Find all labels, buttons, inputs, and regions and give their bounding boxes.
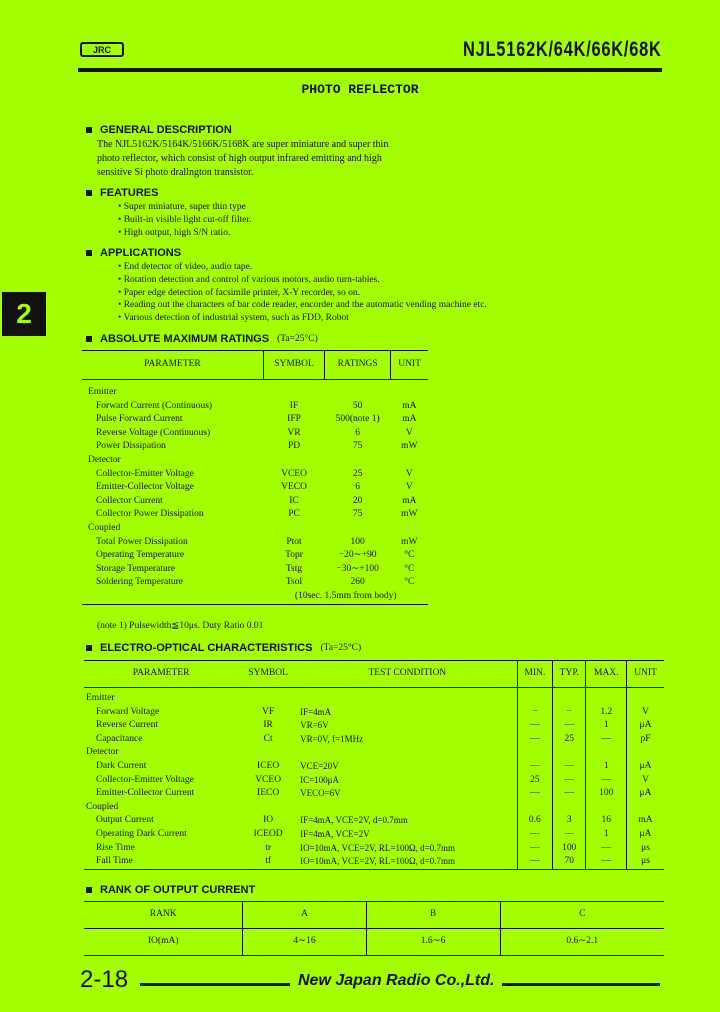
table-cell: Operating Temperature [96, 550, 185, 561]
table-row [84, 719, 664, 733]
table-cell: Tstg [285, 563, 303, 574]
table-cell: Ptot [286, 536, 302, 547]
table-cell: Output Current [96, 815, 154, 826]
table-cell: PD [287, 441, 301, 452]
column-header: PARAMETER [84, 661, 238, 688]
table-row [82, 549, 428, 563]
amr-heading-text: ABSOLUTE MAXIMUM RATINGS [100, 333, 270, 345]
table-cell: — [553, 719, 586, 733]
table-cell: IF [289, 400, 299, 411]
table-cell: mW [401, 509, 418, 520]
table-cell: Soldering Temperature [96, 577, 184, 588]
table-cell: — [517, 787, 553, 801]
table-cell: — [553, 828, 586, 842]
rank-value-cell: 1.6∼6 [366, 929, 500, 956]
table-cell: Pulse Forward Current [96, 414, 183, 425]
feature-item: • High output, high S/N ratio. [118, 227, 252, 240]
table-cell: VCEO [281, 468, 307, 479]
table-cell: 0.6 [517, 814, 553, 828]
table-cell: mA [627, 814, 664, 828]
table-header-row [82, 351, 428, 380]
table-cell: μs [627, 855, 664, 869]
table-cell: μA [627, 719, 664, 733]
table-cell: PC [288, 509, 300, 520]
table-cell: μA [627, 828, 664, 842]
column-header: RATINGS [325, 351, 391, 380]
table-cell: Topr [285, 550, 303, 561]
table-row [84, 842, 664, 856]
table-cell: − [517, 706, 553, 720]
table-row [84, 828, 664, 842]
table-cell: VCE=20V [300, 760, 339, 771]
table-cell: °C [404, 550, 415, 561]
table-cell: V [405, 482, 413, 493]
table-cell: 260 [350, 577, 365, 588]
table-cell: Operating Dark Current [96, 828, 187, 839]
table-cell: V [405, 427, 413, 438]
table-cell: 25 [553, 733, 586, 747]
table-cell: 70 [553, 855, 586, 869]
eoc-heading-text: ELECTRO-OPTICAL CHARACTERISTICS [100, 642, 313, 654]
application-item: • Reading out the characters of bar code reader, encorder and the automatic vending machine etc. [118, 299, 487, 312]
group-label: Coupled [88, 522, 121, 533]
rank-header-cell: C [500, 902, 664, 929]
table-cell: − [553, 706, 586, 720]
table-row [82, 481, 428, 495]
application-item: • End detector of video, audio tape. [118, 261, 487, 274]
table-cell: °C [404, 563, 415, 574]
rank-header-cell: RANK [84, 902, 243, 929]
table-cell: — [517, 733, 553, 747]
table-cell: mA [402, 414, 417, 425]
square-bullet-icon [86, 250, 92, 256]
table-cell: 100 [350, 536, 365, 547]
table-cell: IR [263, 720, 273, 731]
table-cell: Forward Voltage [96, 706, 160, 717]
table-row [82, 576, 428, 590]
table-cell: Capacitance [96, 733, 143, 744]
table-row [82, 413, 428, 427]
rank-value-cell: 0.6∼2.1 [500, 929, 664, 956]
page-number: 2-18 [80, 966, 129, 993]
table-cell: — [586, 855, 627, 869]
table-cell: IO=10mA, VCE=2V, RL=100Ω, d=0.7mm [298, 855, 517, 869]
table-row [84, 787, 664, 801]
applications-heading-text: APPLICATIONS [100, 247, 182, 259]
column-header: MIN. [517, 661, 553, 688]
amr-condition: (Ta=25°C) [277, 334, 318, 344]
table-cell: — [586, 842, 627, 856]
table-cell: μA [627, 760, 664, 774]
features-heading [86, 187, 158, 199]
rank-header-cell: B [366, 902, 500, 929]
table-cell: 16 [586, 814, 627, 828]
table-row [84, 774, 664, 788]
table-cell: V [627, 706, 664, 720]
table-cell: — [517, 855, 553, 869]
table-cell: IC=100μA [300, 774, 339, 785]
table-cell: VR=6V [300, 720, 329, 731]
table-row [82, 563, 428, 577]
column-header: PARAMETER [82, 351, 263, 380]
table-cell: — [517, 760, 553, 774]
table-cell: Fall Time [84, 855, 238, 869]
applications-list [118, 261, 487, 325]
table-row [84, 706, 664, 720]
table-cell: Tsol [285, 577, 303, 588]
rank-header-row [84, 902, 664, 929]
group-row [84, 692, 664, 706]
column-header: UNIT [391, 351, 428, 380]
table-cell: 25 [517, 774, 553, 788]
table-row [82, 495, 428, 509]
table-cell: 50 [352, 400, 363, 411]
table-row [82, 508, 428, 522]
table-row [84, 760, 664, 774]
table-cell: IFP [287, 414, 301, 425]
page-subtitle: PHOTO REFLECTOR [301, 82, 419, 97]
table-cell: V [627, 774, 664, 788]
table-cell: VECO=6V [300, 788, 341, 799]
group-label: Detector [88, 454, 121, 465]
table-cell: mA [402, 400, 417, 411]
group-label: Emitter [88, 387, 117, 397]
table-cell: IF=4mA [300, 706, 332, 717]
table-cell: Dark Current [96, 760, 147, 771]
company-name: New Japan Radio Co.,Ltd. [290, 972, 502, 990]
description-line: photo reflector, which consist of high output infrared emitting and high [97, 153, 382, 164]
table-cell: μs [627, 842, 664, 856]
column-header: SYMBOL [263, 351, 324, 380]
table-row [82, 400, 428, 414]
table-cell: mA [402, 495, 417, 506]
solder-note-row [82, 590, 428, 604]
table-cell: Collector-Emitter Voltage [96, 774, 194, 785]
table-cell: 1 [586, 828, 627, 842]
table-cell: −30∼+100 [336, 563, 379, 574]
square-bullet-icon [86, 336, 92, 342]
part-number: NJL5162K/64K/66K/68K [463, 38, 662, 61]
table-row [82, 440, 428, 454]
table-cell: VECO [281, 482, 307, 493]
table-cell: — [586, 774, 627, 788]
eoc-heading [86, 642, 361, 654]
table-row [82, 468, 428, 482]
table-row [84, 733, 664, 747]
feature-item: • Built-in visible light cut-off filter. [118, 214, 252, 227]
table-cell: VCEO [255, 774, 282, 785]
amr-heading [86, 333, 318, 345]
group-row [82, 386, 428, 400]
table-cell: V [405, 468, 413, 479]
table-cell: Reverse Current [96, 720, 158, 731]
table-cell: IO [263, 815, 274, 826]
table-cell: IO=10mA, VCE=2V, RL=100Ω, d=0.7mm [300, 842, 455, 853]
table-cell: VF [262, 706, 275, 717]
table-cell: Reverse Voltage (Continuous) [96, 427, 211, 438]
header-rule [78, 68, 662, 72]
application-item: • Various detection of industrial system, such as FDD, Robot [118, 312, 487, 325]
group-row [82, 522, 428, 536]
square-bullet-icon [86, 887, 92, 893]
table-row [84, 855, 664, 869]
feature-item: • Super miniature, super thin type [118, 201, 252, 214]
table-cell: VR=0V, f=1MHz [300, 733, 364, 744]
square-bullet-icon [86, 127, 92, 133]
applications-heading [86, 247, 181, 259]
logo-text: JRC [92, 44, 111, 55]
table-cell: Collector Power Dissipation [96, 509, 204, 520]
table-cell: Rise Time [96, 842, 135, 853]
table-cell: — [517, 719, 553, 733]
general-heading-text: GENERAL DESCRIPTION [100, 124, 232, 136]
table-cell: tr [265, 842, 272, 853]
column-header: MAX. [586, 661, 627, 688]
table-cell: Collector Current [96, 495, 163, 506]
table-cell: Emitter-Collector Voltage [96, 482, 194, 493]
column-header: TYP. [553, 661, 586, 688]
section-tab: 2 [2, 292, 46, 336]
eoc-condition: (Ta=25°C) [320, 643, 362, 653]
application-item: • Paper edge detection of facsimile printer, X-Y recorder, so on. [118, 287, 487, 300]
table-cell: 3 [553, 814, 586, 828]
general-description [97, 138, 437, 180]
table-cell: °C [404, 577, 415, 588]
table-cell: mW [401, 441, 418, 452]
group-row [84, 801, 664, 815]
table-cell: IECO [257, 788, 280, 799]
table-cell: — [586, 733, 627, 747]
table-cell: Storage Temperature [96, 563, 176, 574]
table-cell: ICEO [257, 760, 280, 771]
table-row [82, 536, 428, 550]
table-cell: 20 [352, 495, 363, 506]
table-cell: 6 [355, 482, 360, 493]
table-header-row [84, 661, 664, 688]
column-header: TEST CONDITION [298, 661, 517, 688]
table-row [84, 814, 664, 828]
table-cell: Power Dissipation [96, 441, 166, 452]
group-row [84, 746, 664, 760]
table-cell: μA [627, 787, 664, 801]
table-cell: 25 [352, 468, 363, 479]
electro-optical-characteristics-table [84, 660, 664, 870]
column-header: UNIT [627, 661, 664, 688]
table-cell: 75 [352, 441, 363, 452]
rank-header-cell: A [243, 902, 366, 929]
rank-heading-text: RANK OF OUTPUT CURRENT [100, 884, 256, 896]
table-cell: — [517, 828, 553, 842]
table-cell: VR [287, 427, 301, 438]
table-cell: — [517, 842, 553, 856]
rank-heading [86, 884, 255, 896]
table-cell: Total Power Dissipation [96, 536, 188, 547]
square-bullet-icon [86, 645, 92, 651]
jrc-logo [80, 42, 124, 57]
rank-table [84, 901, 664, 956]
table-cell: IC [289, 495, 299, 506]
column-header: SYMBOL [238, 661, 298, 688]
table-cell: tf [238, 855, 298, 869]
rank-value-row [84, 929, 664, 956]
table-cell: — [553, 774, 586, 788]
absolute-maximum-ratings-table [82, 350, 428, 605]
rank-value-cell: IO(mA) [84, 929, 243, 956]
table-cell: IF=4mA, VCE=2V, d=0.7mm [300, 815, 408, 826]
table-cell: mW [401, 536, 418, 547]
rank-value-cell: 4∼16 [243, 929, 366, 956]
amr-footnote: (note 1) Pulsewidth≦10μs. Duty Ratio 0.01 [97, 621, 264, 631]
features-list [118, 201, 252, 239]
table-cell: Forward Current (Continuous) [96, 400, 213, 411]
table-cell: 500(note 1) [335, 414, 380, 425]
table-cell: 1 [586, 760, 627, 774]
group-label: Detector [86, 747, 119, 758]
square-bullet-icon [86, 190, 92, 196]
table-cell: pF [627, 733, 664, 747]
table-cell: 100 [553, 842, 586, 856]
group-label: Coupled [86, 801, 119, 812]
general-heading [86, 124, 232, 136]
table-cell: Collector-Emitter Voltage [96, 468, 194, 479]
group-row [82, 454, 428, 468]
table-cell: Ct [263, 733, 273, 744]
application-item: • Rotation detection and control of various motors, audio turn-tables. [118, 274, 487, 287]
description-line: sensitive Si photo drallngton transistor. [97, 167, 254, 178]
table-cell: Emitter-Collector Current [96, 788, 195, 799]
group-label: Emitter [86, 693, 115, 703]
table-cell: 100 [586, 787, 627, 801]
solder-note: (10sec. 1.5mm from body) [263, 590, 428, 604]
description-line: The NJL5162K/5164K/5166K/5168K are super miniature and super thin [97, 139, 389, 150]
table-cell: ICEOD [253, 828, 283, 839]
table-cell: 1.2 [586, 706, 627, 720]
table-cell: IF=4mA, VCE=2V [300, 828, 370, 839]
table-cell: — [553, 760, 586, 774]
table-cell: — [553, 787, 586, 801]
table-cell: −20∼+90 [338, 550, 377, 561]
table-row [82, 427, 428, 441]
features-heading-text: FEATURES [100, 187, 159, 199]
table-cell: 6 [355, 427, 360, 438]
table-cell: 1 [586, 719, 627, 733]
table-cell: 75 [352, 509, 363, 520]
